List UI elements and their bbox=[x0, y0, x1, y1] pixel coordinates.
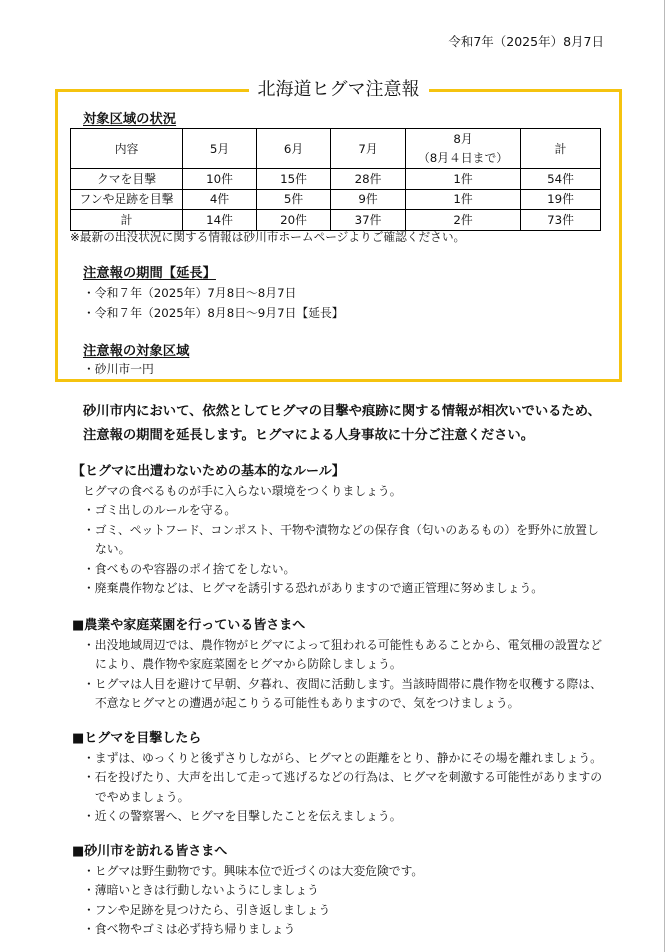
list-item: ・ヒグマは人目を避けて早朝、夕暮れ、夜間に活動します。当該時間帯に農作物を収穫する際は、 bbox=[83, 676, 602, 691]
list-item: ・食べ物やゴミは必ず持ち帰りましょう bbox=[83, 922, 296, 937]
table-cell: 5件 bbox=[257, 189, 331, 210]
table-note: ※最新の出没状況に関する情報は砂川市ホームページよりご確認ください。 bbox=[70, 230, 466, 244]
table-cell: 9件 bbox=[331, 189, 406, 210]
rules-lead: ヒグマの食べるものが手に入らない環境をつくりましょう。 bbox=[83, 483, 402, 498]
list-item: ・ゴミ出しのルールを守る。 bbox=[83, 503, 237, 518]
row-label: 計 bbox=[71, 210, 183, 231]
row-label: クマを目撃 bbox=[71, 169, 183, 190]
header-august-note: （8月４日まで） bbox=[417, 150, 509, 165]
intro-paragraph bbox=[83, 400, 601, 448]
rules-heading: 【ヒグマに出遭わないための基本的なルール】 bbox=[72, 464, 345, 480]
list-item: ・出没地域周辺では、農作物がヒグマによって狙われる可能性もあることから、電気柵の設置など bbox=[83, 637, 603, 652]
farming-section bbox=[72, 616, 602, 714]
period-list bbox=[83, 284, 344, 323]
table-cell: 10件 bbox=[183, 169, 257, 190]
list-item: ・砂川市一円 bbox=[83, 362, 154, 377]
header-content: 内容 bbox=[71, 129, 183, 169]
list-item-continuation: ない。 bbox=[95, 542, 131, 557]
area-heading: 注意報の対象区域 bbox=[83, 344, 190, 359]
section-heading: ■農業や家庭菜園を行っている皆さまへ bbox=[72, 618, 306, 634]
intro-line: 注意報の期間を延長します。ヒグマによる人身事故に十分ご注意ください。 bbox=[83, 428, 535, 443]
table-cell: 28件 bbox=[331, 169, 406, 190]
header-august bbox=[406, 129, 521, 169]
area-list bbox=[83, 360, 154, 380]
list-item: ・廃棄農作物などは、ヒグマを誘引する恐れがありますので適正管理に努めましょう。 bbox=[83, 581, 544, 596]
table-row bbox=[71, 189, 601, 210]
list-item: ・ゴミ、ペットフード、コンポスト、干物や漬物などの保存食（匂いのあるもの）を野外に放置し bbox=[83, 522, 599, 537]
list-item: ・薄暗いときは行動しないようにしましょう bbox=[83, 883, 319, 898]
table-header-row bbox=[71, 129, 601, 169]
table-cell: 15件 bbox=[257, 169, 331, 190]
list-item: ・令和７年（2025年）8月8日～9月7日【延長】 bbox=[83, 305, 344, 320]
table-cell: 73件 bbox=[521, 210, 601, 231]
table-cell: 54件 bbox=[521, 169, 601, 190]
sightings-table bbox=[70, 128, 601, 231]
advisory-title: 北海道ヒグマ注意報 bbox=[249, 79, 429, 100]
table-cell: 19件 bbox=[521, 189, 601, 210]
list-item-continuation: 不意なヒグマとの遭遇が起こりうる可能性もありますので、気をつけましょう。 bbox=[95, 696, 520, 711]
status-heading: 対象区域の状況 bbox=[83, 112, 177, 127]
header-may: 5月 bbox=[183, 129, 257, 169]
intro-line: 砂川市内において、依然としてヒグマの目撃や痕跡に関する情報が相次いでいるため、 bbox=[83, 404, 601, 419]
header-june: 6月 bbox=[257, 129, 331, 169]
visitors-section bbox=[72, 842, 423, 940]
header-august-month: 8月 bbox=[453, 131, 473, 146]
section-heading: ■砂川市を訪れる皆さまへ bbox=[72, 844, 228, 860]
table-cell: 1件 bbox=[406, 189, 521, 210]
header-total: 計 bbox=[521, 129, 601, 169]
list-item: ・食べものや容器のポイ捨てをしない。 bbox=[83, 561, 296, 576]
header-july: 7月 bbox=[331, 129, 406, 169]
list-item-continuation: により、農作物や家庭菜園をヒグマから防除しましょう。 bbox=[95, 657, 402, 672]
section-heading: ■ヒグマを目撃したら bbox=[72, 731, 202, 747]
period-heading: 注意報の期間【延長】 bbox=[83, 266, 216, 281]
table-row bbox=[71, 169, 601, 190]
sighting-section bbox=[72, 729, 602, 827]
table-cell: 1件 bbox=[406, 169, 521, 190]
list-item: ・ヒグマは野生動物です。興味本位で近づくのは大変危険です。 bbox=[83, 863, 424, 878]
page-edge-line bbox=[664, 0, 665, 952]
list-item-continuation: でやめましょう。 bbox=[95, 789, 190, 804]
row-label: フンや足跡を目撃 bbox=[71, 189, 183, 210]
list-item: ・フンや足跡を見つけたら、引き返しましょう bbox=[83, 902, 331, 917]
advisory-title-wrap bbox=[55, 79, 622, 101]
table-cell: 37件 bbox=[331, 210, 406, 231]
rules-section bbox=[72, 462, 599, 599]
issue-date: 令和7年（2025年）8月7日 bbox=[448, 34, 604, 49]
list-item: ・近くの警察署へ、ヒグマを目撃したことを伝えましょう。 bbox=[83, 809, 402, 824]
table-cell: 4件 bbox=[183, 189, 257, 210]
table-cell: 14件 bbox=[183, 210, 257, 231]
list-item: ・石を投げたり、大声を出して走って逃げるなどの行為は、ヒグマを刺激する可能性がありますの bbox=[83, 770, 603, 785]
list-item: ・まずは、ゆっくりと後ずさりしながら、ヒグマとの距離をとり、静かにその場を離れましょう。 bbox=[83, 750, 602, 765]
table-cell: 2件 bbox=[406, 210, 521, 231]
list-item: ・令和７年（2025年）7月8日～8月7日 bbox=[83, 286, 297, 301]
table-cell: 20件 bbox=[257, 210, 331, 231]
table-row bbox=[71, 210, 601, 231]
